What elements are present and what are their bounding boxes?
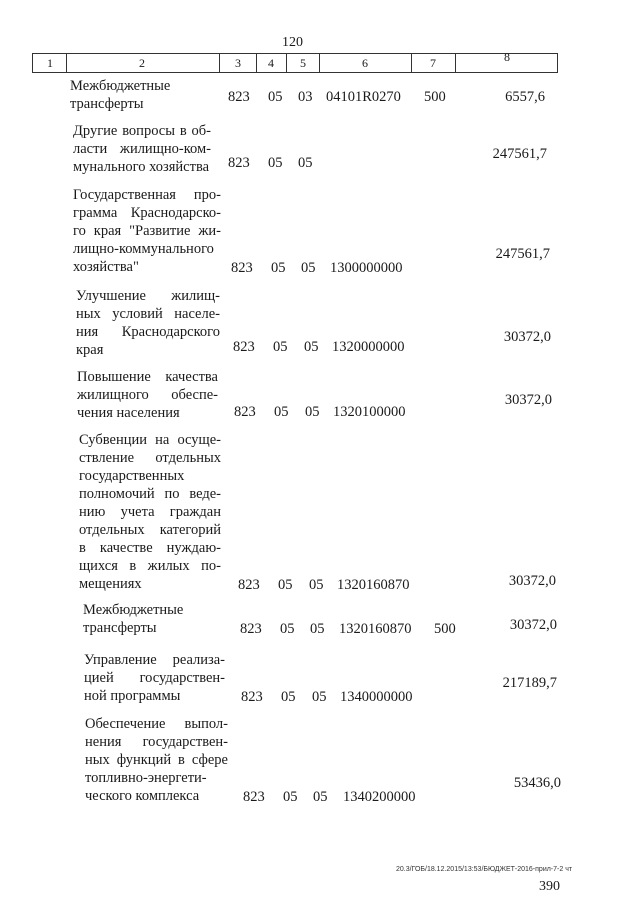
row-name-word: веде- xyxy=(189,486,221,502)
row-subsection: 05 xyxy=(310,621,325,637)
row-name-line xyxy=(79,539,221,557)
row-subsection: 05 xyxy=(305,404,320,420)
row-name-word: качества xyxy=(165,369,218,385)
row-code: 823 xyxy=(228,89,250,105)
row-name-word: функций xyxy=(116,752,172,768)
row-name-line xyxy=(85,751,228,769)
page-number-top: 120 xyxy=(282,35,303,50)
row-name-word: Управление xyxy=(84,652,157,668)
row-target-article: 1300000000 xyxy=(330,260,403,276)
row-name-word: жилищно-ком- xyxy=(119,141,211,157)
row-name-word: жилых xyxy=(147,558,190,574)
row-sum: 247561,7 xyxy=(495,246,550,262)
row-name xyxy=(76,287,220,359)
row-name-line xyxy=(73,186,221,204)
row-name-line: ческого комплекса xyxy=(85,788,200,804)
row-name-word: качестве xyxy=(99,540,153,556)
row-name-word: ния xyxy=(76,324,99,340)
row-name-line xyxy=(79,449,221,467)
row-expense-type: 500 xyxy=(434,621,456,637)
footer-doc-id: 20.3/ГОБ/18.12.2015/13:53/БЮДЖЕТ-2016-прил-7-2 чт xyxy=(396,866,573,873)
row-name-word: жилищного xyxy=(77,387,149,403)
row-sum: 217189,7 xyxy=(502,675,557,691)
row-section: 05 xyxy=(273,339,288,355)
header-col-2: 2 xyxy=(139,56,145,70)
row-sum: 247561,7 xyxy=(492,146,547,162)
row-name-line: ной программы xyxy=(84,688,181,704)
row-name-word: грамма xyxy=(73,205,118,221)
row-name-word: категорий xyxy=(159,522,221,538)
row-name-word: нения xyxy=(85,734,122,750)
row-expense-type: 500 xyxy=(424,89,446,105)
row-section: 05 xyxy=(283,789,298,805)
row-target-article: 1320000000 xyxy=(332,339,405,355)
row-name-line xyxy=(73,122,211,140)
row-name-word: государствен- xyxy=(142,734,228,750)
row-name-line xyxy=(76,287,220,305)
row-name-line xyxy=(85,715,228,733)
row-sum: 53436,0 xyxy=(513,775,561,791)
row-target-article: 1320100000 xyxy=(333,404,406,420)
row-subsection: 05 xyxy=(313,789,328,805)
row-name-line: трансферты xyxy=(70,96,144,112)
row-target-article: 1340200000 xyxy=(343,789,416,805)
row-name-line xyxy=(79,557,221,575)
header-divider xyxy=(411,54,412,72)
row-sum: 30372,0 xyxy=(509,617,557,633)
row-name-line xyxy=(79,521,221,539)
row-sum: 30372,0 xyxy=(503,329,551,345)
row-name-line: лищно-коммунального xyxy=(73,241,214,257)
row-name-line: мещениях xyxy=(79,576,142,592)
row-name-line: государственных xyxy=(79,468,185,484)
row-name-line xyxy=(73,222,221,240)
row-sum: 30372,0 xyxy=(504,392,552,408)
row-code: 823 xyxy=(234,404,256,420)
row-code: 823 xyxy=(240,621,262,637)
row-section: 05 xyxy=(271,260,286,276)
row-name-word: Государственная xyxy=(73,187,176,203)
row-name-word: Улучшение xyxy=(76,288,146,304)
row-subsection: 05 xyxy=(304,339,319,355)
row-name-word: учета xyxy=(120,504,155,520)
row-section: 05 xyxy=(280,621,295,637)
row-code: 823 xyxy=(243,789,265,805)
header-divider xyxy=(286,54,287,72)
row-name-line xyxy=(84,669,225,687)
header-col-8: 8 xyxy=(504,50,510,64)
row-section: 05 xyxy=(278,577,293,593)
row-name-word: ных xyxy=(76,306,101,322)
row-name-word: ствление xyxy=(79,450,135,466)
header-col-6: 6 xyxy=(362,56,368,70)
row-target-article: 1320160870 xyxy=(337,577,410,593)
row-name-word: про- xyxy=(193,187,221,203)
row-name-word: государствен- xyxy=(139,670,225,686)
row-name xyxy=(70,77,180,113)
row-name-line: чения населения xyxy=(77,405,180,421)
row-target-article: 04101R0270 xyxy=(326,89,401,105)
row-section: 05 xyxy=(268,155,283,171)
row-name-line xyxy=(76,323,220,341)
row-sum: 6557,6 xyxy=(505,89,545,105)
row-name-word: вопросы xyxy=(122,123,175,139)
header-divider xyxy=(256,54,257,72)
row-name-word: условий xyxy=(112,306,163,322)
row-name-line: Межбюджетные xyxy=(83,602,184,618)
row-name-line xyxy=(79,485,221,503)
header-col-1: 1 xyxy=(47,56,53,70)
header-divider xyxy=(319,54,320,72)
row-name-line: мунального хозяйства xyxy=(73,159,210,175)
row-name-word: цией xyxy=(84,670,114,686)
row-name-word: по xyxy=(164,486,180,502)
row-subsection: 05 xyxy=(309,577,324,593)
header-col-5: 5 xyxy=(300,56,306,70)
row-section: 05 xyxy=(274,404,289,420)
row-name-line xyxy=(73,140,211,158)
header-col-3: 3 xyxy=(235,56,241,70)
row-name-word: Обеспечение xyxy=(85,716,166,732)
row-name-line xyxy=(79,431,221,449)
row-name-word: щихся xyxy=(79,558,118,574)
row-subsection: 03 xyxy=(298,89,313,105)
row-name-word: Краснодарско- xyxy=(130,205,221,221)
row-name xyxy=(85,715,228,805)
row-name-word: об- xyxy=(191,123,211,139)
header-divider xyxy=(66,54,67,72)
row-name-line xyxy=(79,503,221,521)
row-name-word: ласти xyxy=(73,141,108,157)
row-name-line: хозяйства" xyxy=(73,259,139,275)
header-divider xyxy=(455,54,456,72)
row-name-word: Субвенции xyxy=(79,432,147,448)
row-code: 823 xyxy=(241,689,263,705)
row-name-line xyxy=(85,733,228,751)
row-name-line xyxy=(77,368,218,386)
row-name-word: отдельных xyxy=(79,522,145,538)
row-subsection: 05 xyxy=(301,260,316,276)
row-name xyxy=(79,431,221,593)
row-name xyxy=(84,651,225,705)
row-name-word: "Развитие xyxy=(129,223,191,239)
row-code: 823 xyxy=(238,577,260,593)
row-name-word: полномочий xyxy=(79,486,155,502)
row-name-word: отдельных xyxy=(155,450,221,466)
row-name-word: на xyxy=(155,432,170,448)
row-name-word: сфере xyxy=(191,752,228,768)
row-name xyxy=(83,601,195,637)
row-subsection: 05 xyxy=(312,689,327,705)
row-target-article: 1320160870 xyxy=(339,621,412,637)
row-name xyxy=(73,186,221,276)
header-col-7: 7 xyxy=(430,56,436,70)
row-name-word: нуждаю- xyxy=(166,540,221,556)
row-name-line xyxy=(76,305,220,323)
row-name-word: нию xyxy=(79,504,106,520)
row-name-word: населе- xyxy=(174,306,220,322)
row-sum: 30372,0 xyxy=(508,573,556,589)
row-name-line: топливно-энергети- xyxy=(85,770,207,786)
row-subsection: 05 xyxy=(298,155,313,171)
row-name-word: го xyxy=(73,223,86,239)
row-section: 05 xyxy=(268,89,283,105)
row-name-line xyxy=(84,651,225,669)
row-name-line: трансферты xyxy=(83,620,157,636)
row-name-word: в xyxy=(178,752,185,768)
row-name-word: в xyxy=(79,540,86,556)
header-col-4: 4 xyxy=(268,56,274,70)
row-name-line: края xyxy=(76,342,104,358)
row-name-line: Межбюджетные xyxy=(70,78,171,94)
row-name-word: Другие xyxy=(73,123,118,139)
row-name-word: по- xyxy=(201,558,221,574)
row-code: 823 xyxy=(231,260,253,276)
table-header xyxy=(32,50,558,73)
row-code: 823 xyxy=(228,155,250,171)
page-number-bottom: 390 xyxy=(539,879,560,894)
row-name-word: осуще- xyxy=(177,432,221,448)
row-name-word: граждан xyxy=(169,504,221,520)
row-code: 823 xyxy=(233,339,255,355)
row-name xyxy=(73,122,211,176)
row-name-word: в xyxy=(179,123,187,139)
row-name-word: края xyxy=(93,223,122,239)
row-name-word: Повышение xyxy=(77,369,151,385)
row-name-word: в xyxy=(129,558,137,574)
row-name-word: выпол- xyxy=(184,716,228,732)
row-name-word: ных xyxy=(85,752,110,768)
row-name xyxy=(77,368,218,422)
row-name-word: жи- xyxy=(198,223,221,239)
row-target-article: 1340000000 xyxy=(340,689,413,705)
row-name-line xyxy=(77,386,218,404)
row-name-word: обеспе- xyxy=(171,387,218,403)
row-name-word: жилищ- xyxy=(171,288,220,304)
header-divider xyxy=(219,54,220,72)
row-section: 05 xyxy=(281,689,296,705)
row-name-line xyxy=(73,204,221,222)
row-name-word: реализа- xyxy=(172,652,225,668)
row-name-word: Краснодарского xyxy=(121,324,220,340)
